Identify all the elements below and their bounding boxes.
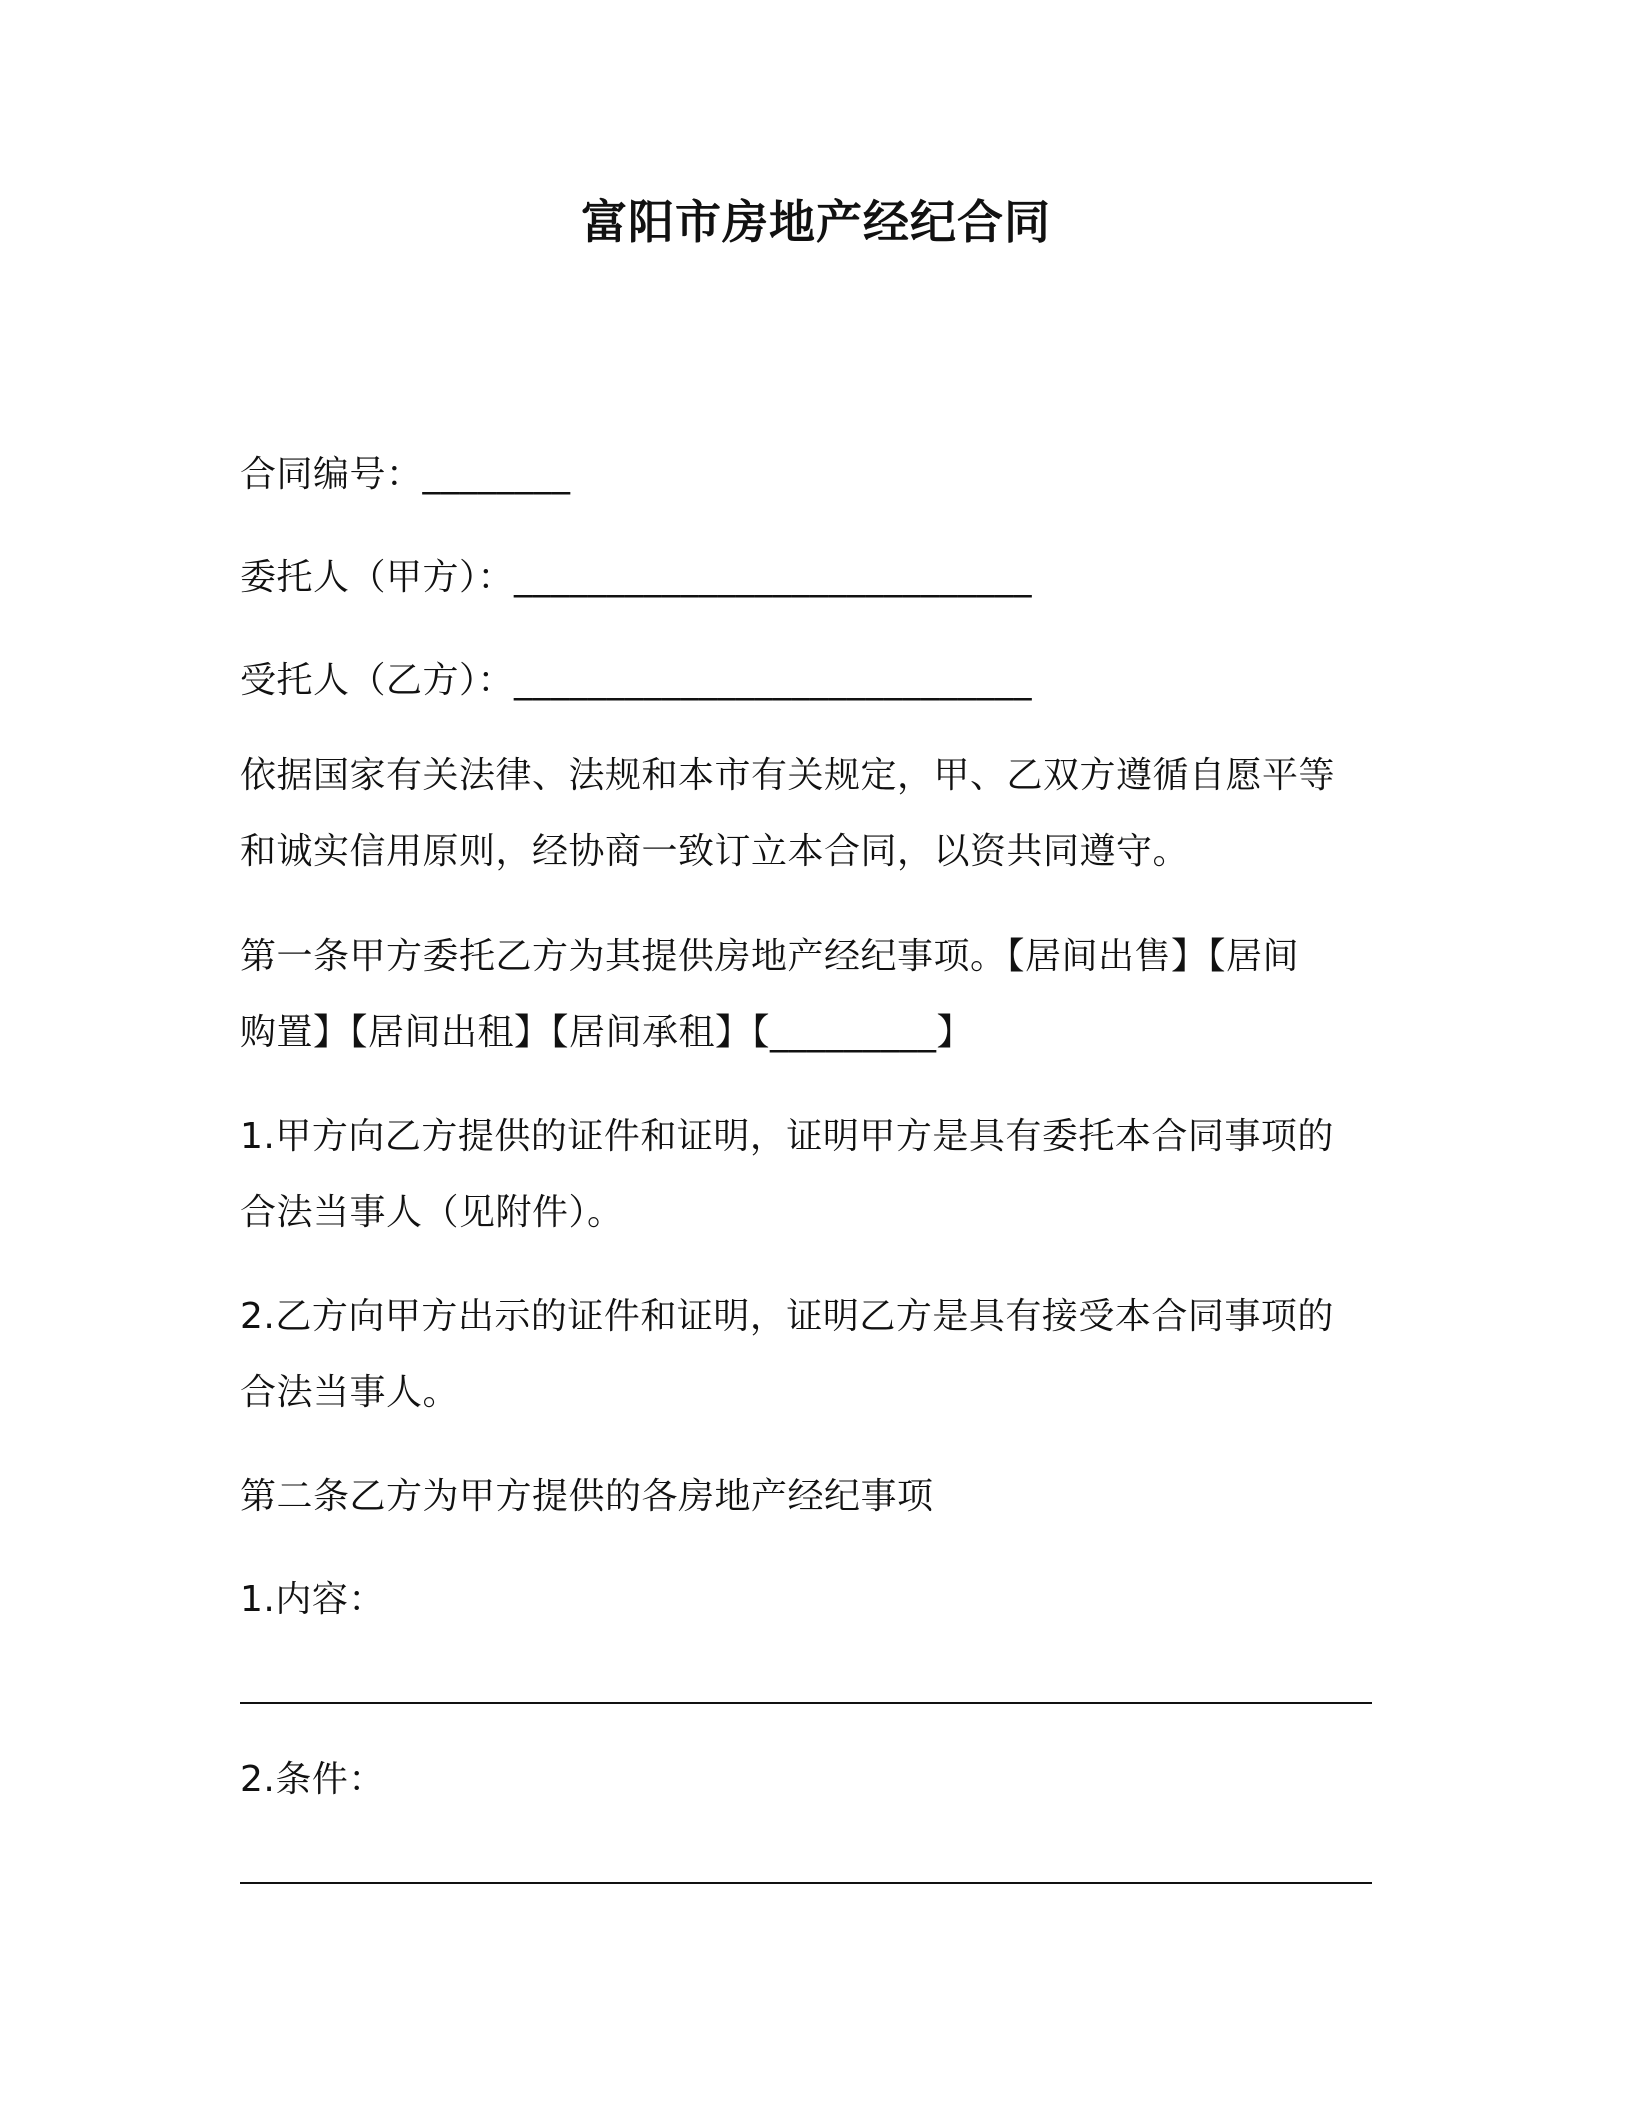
document-title: 富阳市房地产经纪合同 [581,195,1051,249]
party-b-blank: ____________________________ [514,660,1033,701]
preamble-line-1: 依据国家有关法律、法规和本市有关规定，甲、乙双方遵循自愿平等 [240,755,1336,796]
party-a-label: 委托人（甲方）： [240,557,515,598]
article1-item1-line-2: 合法当事人（见附件）。 [240,1192,624,1233]
preamble-line-2: 和诚实信用原则，经协商一致订立本合同，以资共同遵守。 [240,831,1190,872]
article1-item2-line-1: 2.乙方向甲方出示的证件和证明，证明乙方是具有接受本合同事项的 [240,1296,1334,1337]
party-a-blank: ____________________________ [514,557,1033,598]
contract-number-label: 合同编号： [240,454,423,495]
article1-line-2: 购置】【居间出租】【居间承租】【_________】 [240,1012,974,1053]
party-a-line [240,552,1380,604]
party-b-label: 受托人（乙方）： [240,660,515,701]
article2-content-label: 1.内容： [240,1579,385,1620]
article1-item1-line-1: 1.甲方向乙方提供的证件和证明，证明甲方是具有委托本合同事项的 [240,1116,1334,1157]
article2-condition-label: 2.条件： [240,1759,385,1800]
party-b-line [240,655,1380,707]
contract-number-line [240,449,1380,501]
article1-line-1: 第一条甲方委托乙方为其提供房地产经纪事项。【居间出售】【居间 [240,936,1300,977]
article2-heading: 第二条乙方为甲方提供的各房地产经纪事项 [240,1476,934,1517]
condition-blank-line [240,1882,1372,1884]
content-blank-line [240,1702,1372,1704]
article1-item2-line-2: 合法当事人。 [240,1372,460,1413]
contract-number-blank: ________ [422,454,571,495]
